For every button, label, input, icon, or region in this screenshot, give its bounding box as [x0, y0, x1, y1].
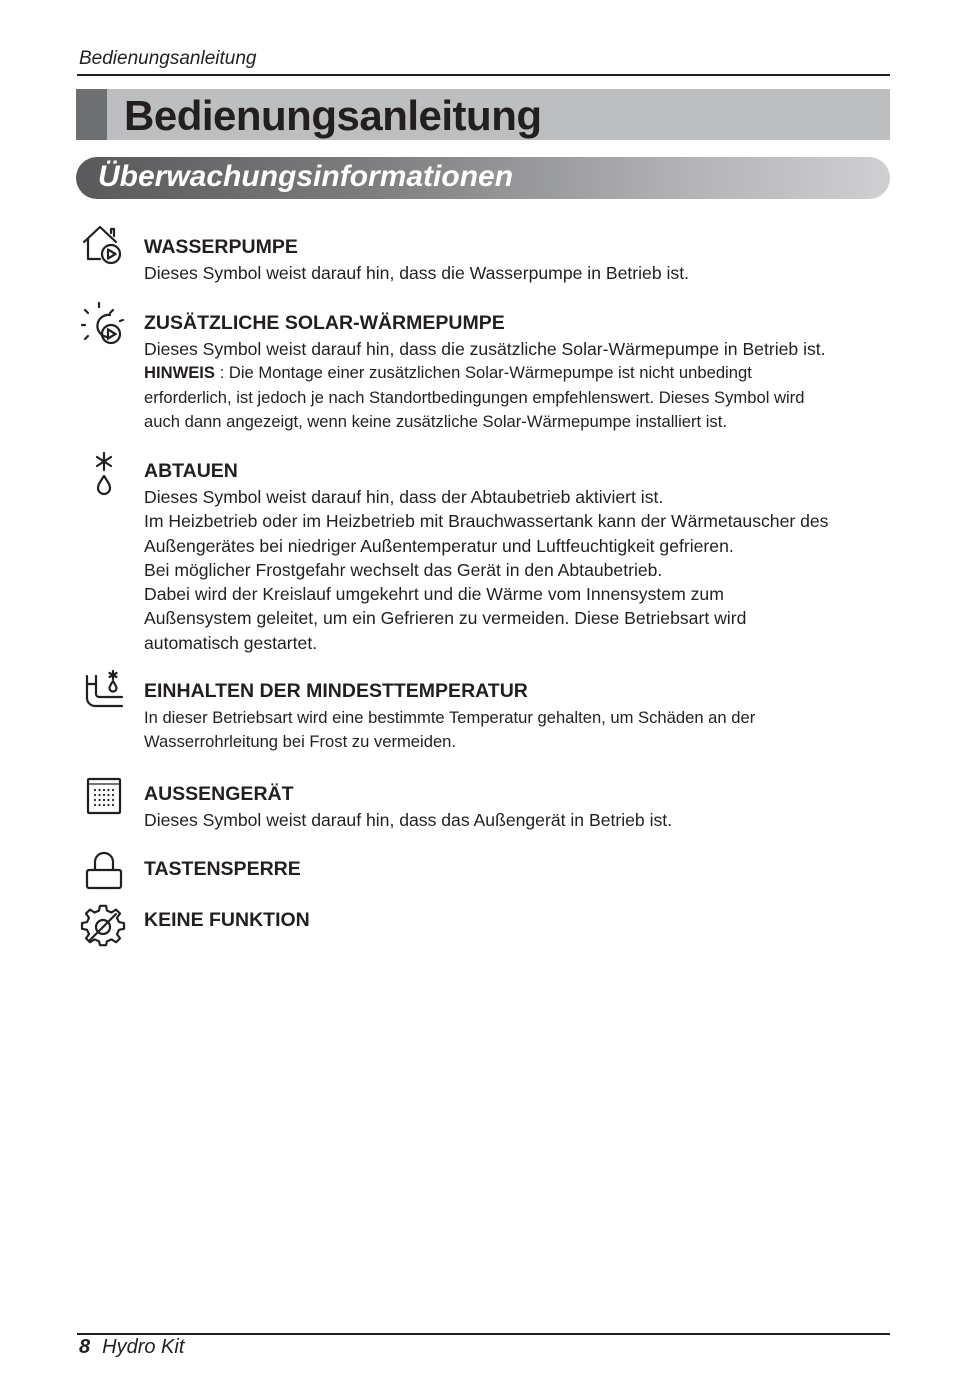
note-text: : Die Montage einer zusätzlichen Solar-Wärmepumpe ist nicht unbedingt: [215, 363, 752, 383]
lock-icon: [80, 848, 126, 894]
section-heading-bar: [76, 157, 890, 199]
running-header: Bedienungsanleitung: [79, 48, 257, 69]
note-line: auch dann angezeigt, wenn keine zusätzliche Solar-Wärmepumpe installiert ist.: [144, 411, 727, 431]
description-line: Im Heizbetrieb oder im Heizbetrieb mit Brauchwassertank kann der Wärmetauscher des: [144, 511, 829, 532]
title-bar: [76, 89, 890, 140]
item-description-outdoor-unit: [144, 808, 904, 832]
description-line: In dieser Betriebsart wird eine bestimmte Temperatur gehalten, um Schäden an der: [144, 708, 756, 727]
header-rule: [77, 74, 890, 76]
footer-rule: [77, 1333, 890, 1335]
title-accent-block: [76, 89, 107, 140]
section-heading: Überwachungsinformationen: [98, 160, 514, 193]
item-description-water-pump: [144, 261, 904, 285]
item-title-frost-protection: EINHALTEN DER MINDESTTEMPERATUR: [144, 680, 528, 702]
no-function-icon: [80, 904, 126, 950]
note-label: HINWEIS: [144, 363, 215, 383]
solar-heat-pump-icon: [80, 301, 126, 347]
item-description-frost-protection: [144, 706, 904, 755]
outdoor-unit-icon: [80, 774, 126, 820]
note-line: [144, 361, 904, 385]
page-number: 8: [79, 1336, 91, 1358]
item-description-defrost: [144, 485, 904, 655]
defrost-icon: [80, 450, 126, 496]
description-line: Dieses Symbol weist darauf hin, dass der Abtaubetrieb aktiviert ist.: [144, 487, 664, 507]
description-line: Dieses Symbol weist darauf hin, dass die zusätzliche Solar-Wärmepumpe in Betrieb ist.: [144, 339, 826, 359]
item-title-key-lock: TASTENSPERRE: [144, 858, 301, 880]
item-title-solar-heat-pump: ZUSÄTZLICHE SOLAR-WÄRMEPUMPE: [144, 312, 505, 334]
description-line: Bei möglicher Frostgefahr wechselt das Gerät in den Abtaubetrieb.: [144, 559, 663, 580]
description-line: Dabei wird der Kreislauf umgekehrt und die Wärme vom Innensystem zum: [144, 584, 724, 605]
page-title: Bedienungsanleitung: [124, 92, 542, 139]
product-name: Hydro Kit: [102, 1336, 185, 1358]
item-title-outdoor-unit: AUSSENGERÄT: [144, 783, 294, 805]
description-line: Dieses Symbol weist darauf hin, dass das Außengerät in Betrieb ist.: [144, 810, 673, 830]
page-footer: [79, 1336, 184, 1359]
description-line: Wasserrohrleitung bei Frost zu vermeiden.: [144, 732, 457, 752]
description-line: Außensystem geleitet, um ein Gefrieren zu vermeiden. Diese Betriebsart wird: [144, 608, 747, 629]
frost-protection-icon: [80, 668, 126, 714]
note-line: erforderlich, ist jedoch je nach Standortbedingungen empfehlenswert. Dieses Symbol wird: [144, 387, 805, 407]
item-description-solar-heat-pump: [144, 337, 904, 434]
water-pump-icon: [80, 222, 126, 268]
description-line: Außengerätes bei niedriger Außentemperatur und Luftfeuchtigkeit gefrieren.: [144, 535, 734, 556]
item-title-defrost: ABTAUEN: [144, 460, 238, 482]
item-title-no-function: KEINE FUNKTION: [144, 909, 310, 931]
description-line: automatisch gestartet.: [144, 632, 318, 653]
description-line: Dieses Symbol weist darauf hin, dass die Wasserpumpe in Betrieb ist.: [144, 263, 689, 283]
item-title-water-pump: WASSERPUMPE: [144, 236, 298, 258]
